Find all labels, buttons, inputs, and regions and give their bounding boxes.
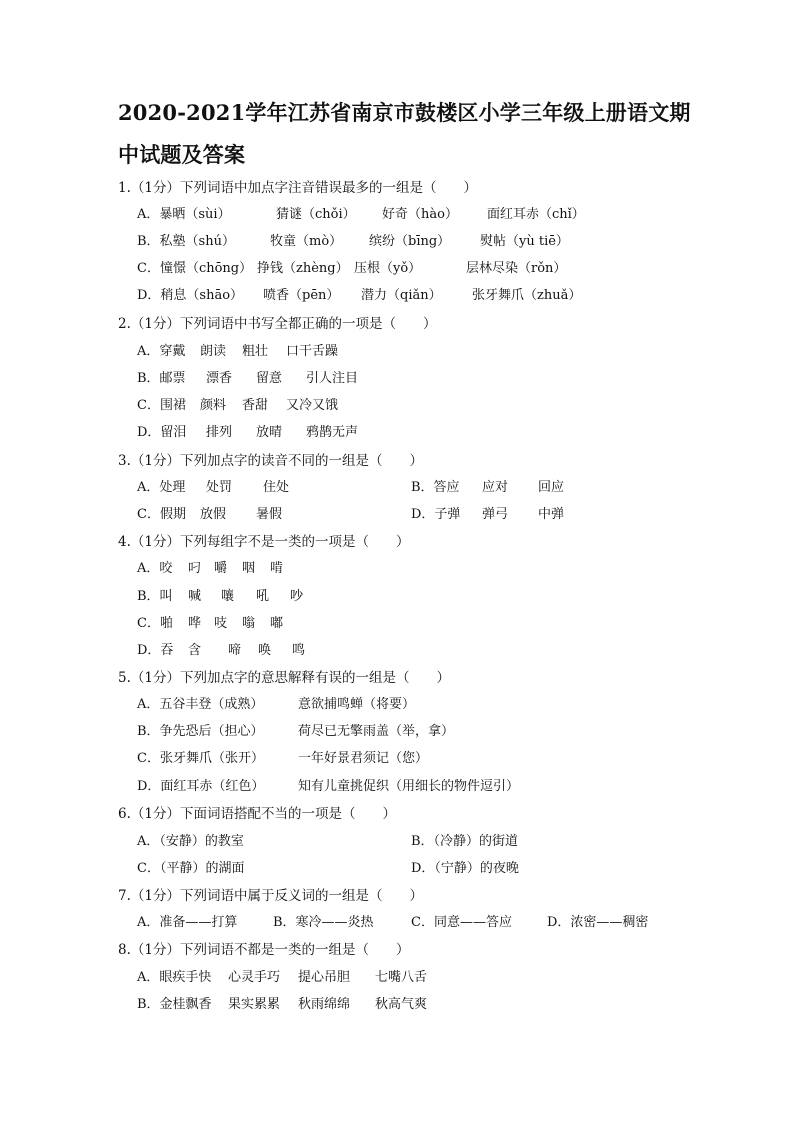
option-word: 啃 [270, 561, 284, 576]
option-word: 留意 [256, 371, 283, 386]
option-word: A．穿戴 [137, 344, 186, 359]
option-word: 秋高气爽 [375, 997, 428, 1012]
option-word: 鸣 [292, 643, 306, 658]
option-word: 吱 [214, 616, 228, 631]
option-word: B．金桂飘香 [137, 997, 212, 1012]
option-word: D．（宁静）的夜晚 [411, 861, 519, 876]
option-word: 含 [188, 643, 202, 658]
option-word: 暑假 [256, 507, 283, 522]
option-word: 鸦鹊无声 [306, 425, 359, 440]
option-word: 面红耳赤（chǐ） [487, 207, 585, 222]
option-word: 猜谜（chǒi） [276, 207, 356, 222]
option-word: 熨帖（yù tiē） [480, 234, 569, 249]
question-2-stem: 2.（1分）下列词语中书写全都正确的一项是（ ） [118, 316, 437, 332]
option-word: 嘟 [270, 616, 284, 631]
option-word: 口干舌躁 [286, 344, 339, 359]
question-5-stem: 5.（1分）下列加点字的意思解释有误的一组是（ ） [118, 670, 450, 686]
option-word: 处罚 [206, 480, 233, 495]
option-word: 层林尽染（rǒn） [466, 261, 567, 276]
option-word: C．啪 [137, 616, 173, 631]
option-word: 引人注目 [306, 371, 359, 386]
option-word: C．假期 [137, 507, 186, 522]
option-word: C．（平静）的湖面 [137, 861, 245, 876]
option-word: 放晴 [256, 425, 283, 440]
option-word: 吼 [256, 589, 270, 604]
option-word: 喊 [188, 589, 202, 604]
option-word: 香甜 [242, 398, 269, 413]
option-word: 又冷又饿 [286, 398, 339, 413]
option-word: 住处 [263, 480, 290, 495]
question-1-stem: 1.（1分）下列词语中加点字注音错误最多的一组是（ ） [118, 180, 477, 196]
option-word: B．争先恐后（担心） [137, 724, 264, 739]
option-word: 七嘴八舌 [375, 970, 428, 985]
option-word: 嚷 [221, 589, 235, 604]
option-word: 叼 [188, 561, 202, 576]
option-word: 潜力（qiǎn） [361, 288, 442, 303]
option-word: B．（冷静）的街道 [411, 834, 519, 849]
option-word: 牧童（mò） [270, 234, 343, 249]
option-word: D．吞 [137, 643, 174, 658]
option-word: 吵 [290, 589, 304, 604]
option-word: 啼 [228, 643, 242, 658]
option-word: C．围裙 [137, 398, 186, 413]
option-word: C．张牙舞爪（张开） [137, 751, 264, 766]
option-word: 意欲捕鸣蝉（将要） [298, 697, 416, 712]
title-line-2: 中试题及答案 [118, 142, 246, 167]
option-word: B．答应 [411, 480, 460, 495]
option-word: A．暴晒（sùi） [137, 207, 231, 222]
option-word: 咽 [242, 561, 256, 576]
option-word: 荷尽已无擎雨盖（举，拿） [298, 724, 455, 739]
option-word: 张牙舞爪（zhuǎ） [472, 288, 582, 303]
option-word: 唤 [258, 643, 272, 658]
option-word: 嗡 [242, 616, 256, 631]
title-line-1: 2020-2021学年江苏省南京市鼓楼区小学三年级上册语文期 [118, 100, 691, 125]
option-word: 颜料 [200, 398, 227, 413]
option-word: D．子弹 [411, 507, 461, 522]
option-word: 喷香（pēn） [263, 288, 340, 303]
option-word: B．私塾（shú） [137, 234, 235, 249]
option-word: A．咬 [137, 561, 173, 576]
option-word: B．邮票 [137, 371, 186, 386]
option-word: A．准备——打算 [137, 915, 238, 930]
option-word: A．（安静）的教室 [137, 834, 244, 849]
question-6-stem: 6.（1分）下面词语搭配不当的一项是（ ） [118, 806, 396, 822]
option-word: D．浓密——稠密 [547, 915, 649, 930]
option-word: 心灵手巧 [228, 970, 281, 985]
option-word: 提心吊胆 [298, 970, 351, 985]
option-word: 哗 [188, 616, 202, 631]
option-word: 粗壮 [242, 344, 269, 359]
option-word: D．稍息（shāo） [137, 288, 244, 303]
option-word: 挣钱（zhèng） [257, 261, 349, 276]
option-word: 知有儿童挑促织（用细长的物件逗引） [298, 779, 520, 794]
option-word: 排列 [206, 425, 233, 440]
option-word: A．眼疾手快 [137, 970, 212, 985]
option-word: C．同意——答应 [411, 915, 512, 930]
option-word: B．寒冷——炎热 [273, 915, 374, 930]
option-word: 中弹 [538, 507, 565, 522]
question-4-stem: 4.（1分）下列每组字不是一类的一项是（ ） [118, 534, 410, 550]
option-word: 好奇（hào） [382, 207, 458, 222]
option-word: 应对 [482, 480, 509, 495]
option-word: 漂香 [206, 371, 233, 386]
option-word: C．憧憬（chōng） [137, 261, 253, 276]
question-7-stem: 7.（1分）下列词语中属于反义词的一组是（ ） [118, 888, 423, 904]
option-word: 回应 [538, 480, 565, 495]
option-word: A．处理 [137, 480, 186, 495]
option-word: 弹弓 [482, 507, 509, 522]
option-word: 压根（yǒ） [354, 261, 422, 276]
option-word: 放假 [200, 507, 227, 522]
question-3-stem: 3.（1分）下列加点字的读音不同的一组是（ ） [118, 453, 423, 469]
option-word: 嚼 [214, 561, 228, 576]
option-word: 缤纷（bīng） [369, 234, 451, 249]
option-word: A．五谷丰登（成熟） [137, 697, 264, 712]
question-8-stem: 8.（1分）下列词语不都是一类的一组是（ ） [118, 942, 410, 958]
option-word: D．留泪 [137, 425, 187, 440]
option-word: D．面红耳赤（红色） [137, 779, 265, 794]
option-word: 一年好景君须记（您） [298, 751, 429, 766]
option-word: B．叫 [137, 589, 173, 604]
option-word: 朗读 [200, 344, 227, 359]
option-word: 秋雨绵绵 [298, 997, 351, 1012]
option-word: 果实累累 [228, 997, 281, 1012]
